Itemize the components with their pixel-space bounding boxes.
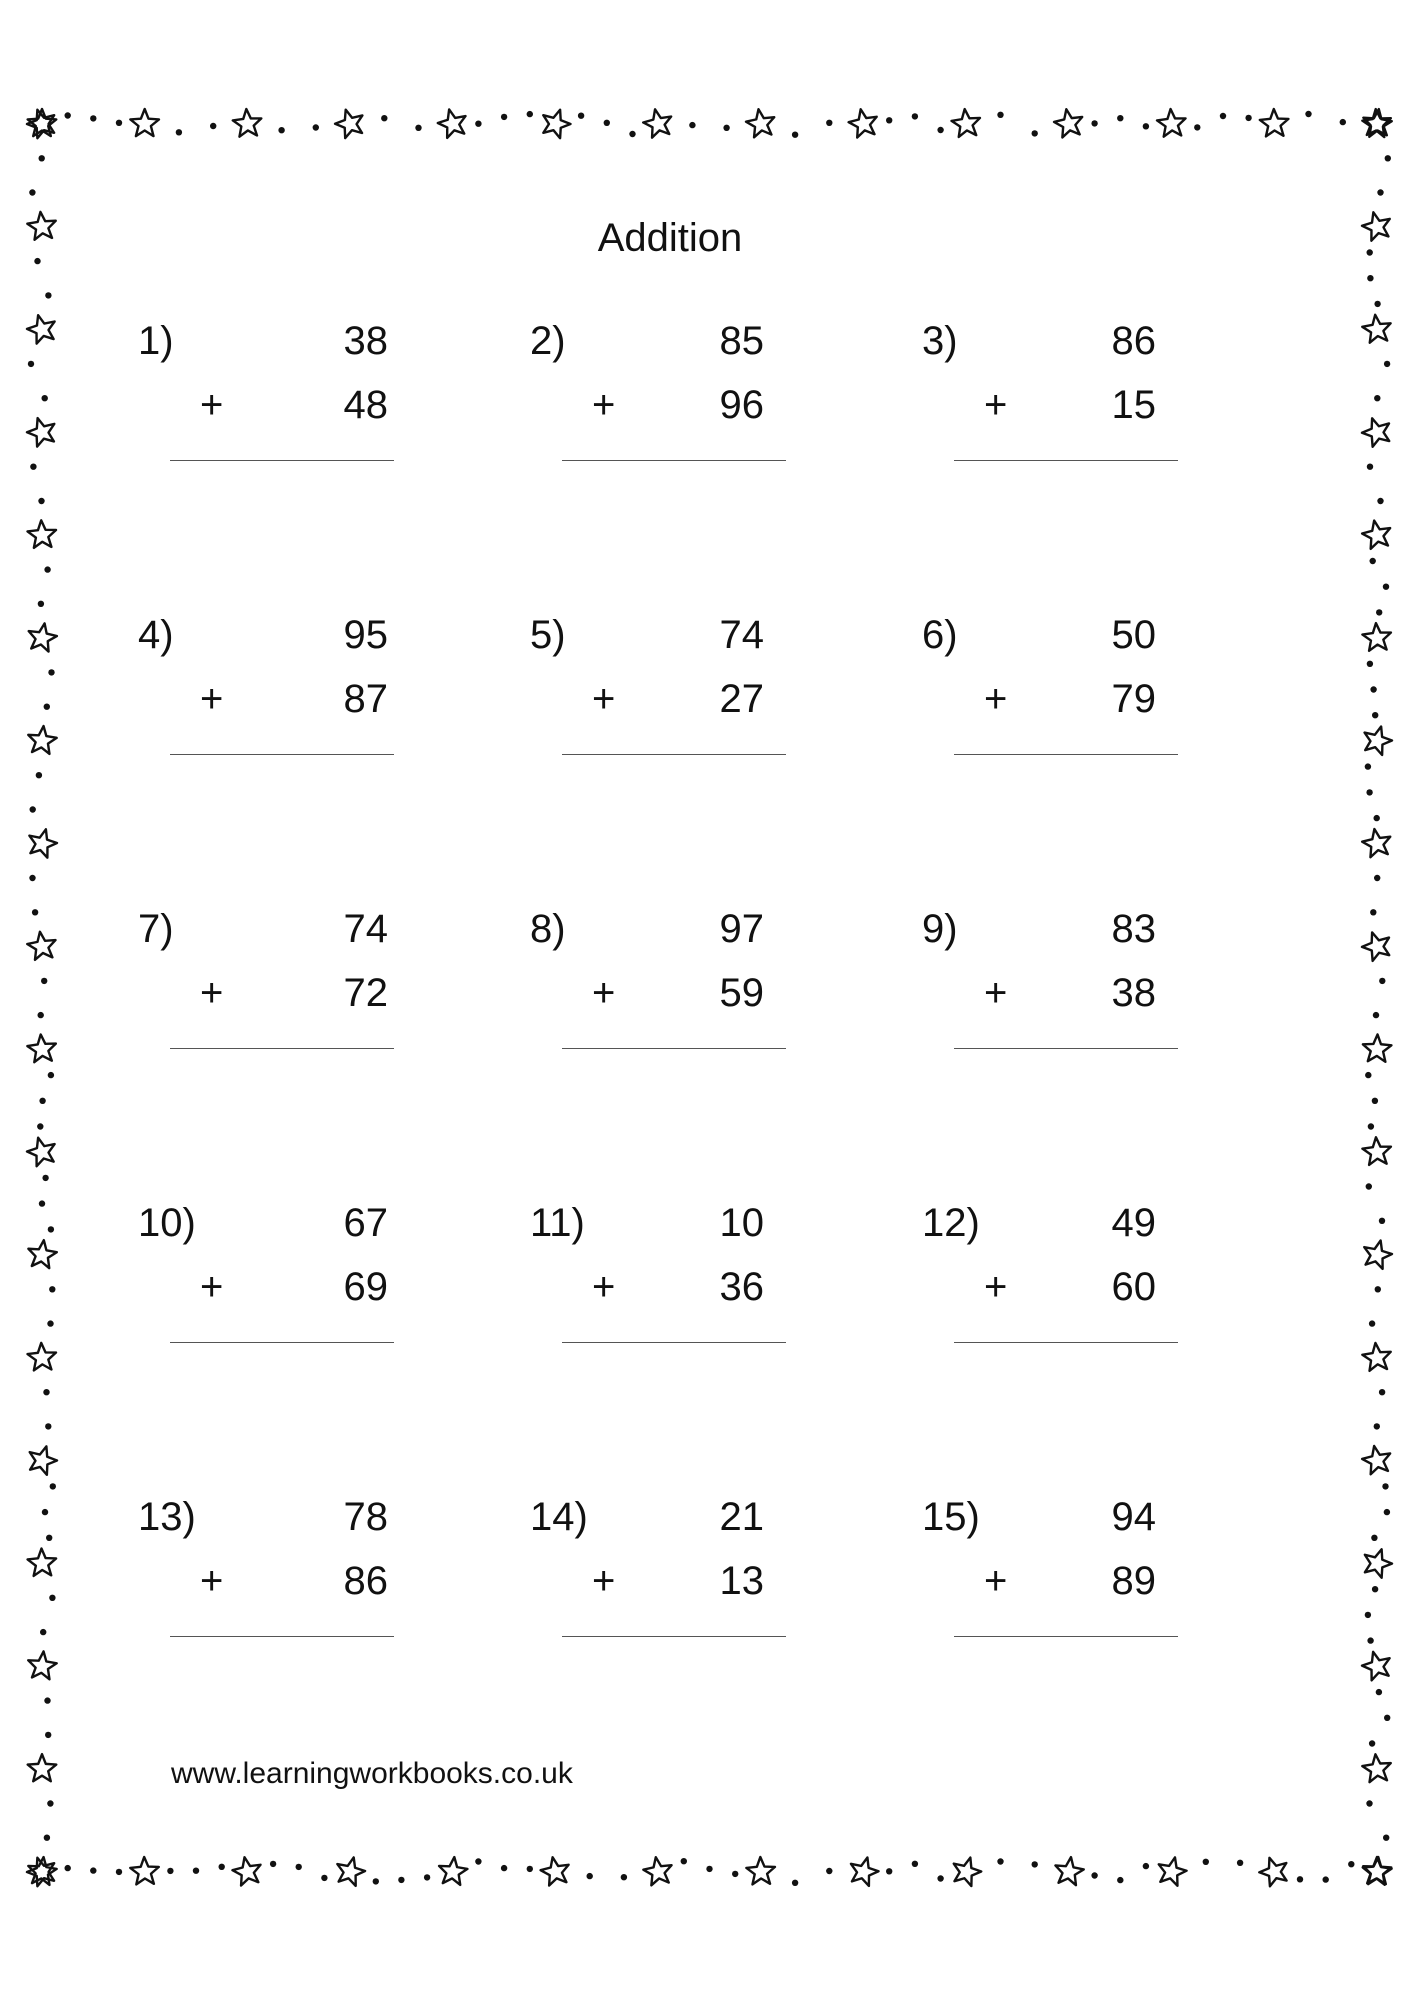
- border-dot: [50, 1483, 56, 1489]
- border-dot: [37, 1123, 43, 1129]
- border-star-icon: [26, 930, 58, 961]
- border-dot: [501, 1865, 507, 1871]
- border-star-icon: [1360, 1443, 1393, 1475]
- border-dot: [997, 1858, 1003, 1864]
- border-dot: [792, 1880, 798, 1886]
- border-dot: [1372, 1098, 1378, 1104]
- border-star-icon: [26, 1238, 58, 1268]
- plus-sign: +: [984, 1559, 1008, 1603]
- border-dot: [1371, 1535, 1377, 1541]
- border-star-icon: [744, 107, 776, 138]
- bottom-addend: 69: [343, 1265, 388, 1309]
- border-star-icon: [28, 1754, 57, 1781]
- border-dot: [912, 1861, 918, 1867]
- border-dot: [29, 189, 35, 195]
- problem-14: [530, 1492, 890, 1692]
- border-dot: [527, 111, 533, 117]
- border-dot: [1376, 1689, 1382, 1695]
- border-dot: [44, 1697, 50, 1703]
- border-dot: [1384, 1715, 1390, 1721]
- bottom-addend: 60: [1111, 1265, 1156, 1309]
- border-dot: [47, 1320, 53, 1326]
- border-star-icon: [1256, 1853, 1292, 1888]
- border-dot: [475, 121, 481, 127]
- border-dot: [1297, 1876, 1303, 1882]
- border-star-icon: [847, 1854, 882, 1888]
- border-dot: [43, 1389, 49, 1395]
- border-dot: [1203, 1859, 1209, 1865]
- top-addend: 67: [343, 1201, 388, 1245]
- top-addend: 94: [1111, 1495, 1156, 1539]
- top-addend: 21: [719, 1495, 764, 1539]
- border-dot: [826, 1868, 832, 1874]
- border-dot: [1379, 1389, 1385, 1395]
- border-dot: [1366, 1183, 1372, 1189]
- border-star-icon: [1359, 414, 1395, 449]
- border-star-icon: [1360, 827, 1393, 859]
- border-dot: [937, 127, 943, 133]
- border-dot: [1369, 1740, 1375, 1746]
- border-star-icon: [26, 1033, 57, 1062]
- border-dot: [1384, 361, 1390, 367]
- plus-sign: +: [592, 677, 616, 721]
- top-addend: 86: [1111, 319, 1156, 363]
- bottom-addend: 15: [1111, 383, 1156, 427]
- border-dot: [219, 1864, 225, 1870]
- border-dot: [48, 1072, 54, 1078]
- border-dot: [1370, 686, 1376, 692]
- border-dot: [1091, 120, 1097, 126]
- plus-sign: +: [200, 971, 224, 1015]
- border-dot: [578, 113, 584, 119]
- border-star-icon: [27, 1548, 57, 1576]
- border-star-icon: [333, 1854, 367, 1887]
- border-dot: [732, 1871, 738, 1877]
- plus-sign: +: [592, 1265, 616, 1309]
- border-star-icon: [1361, 313, 1393, 343]
- border-dot: [116, 120, 122, 126]
- border-dot: [48, 669, 54, 675]
- page-title: Addition: [597, 216, 743, 260]
- border-star-icon: [847, 107, 880, 139]
- plus-sign: +: [200, 383, 224, 427]
- border-dot: [1367, 661, 1373, 667]
- border-dot: [1348, 1861, 1354, 1867]
- bottom-addend: 38: [1111, 971, 1156, 1015]
- border-star-icon: [1361, 1341, 1392, 1371]
- bottom-addend: 96: [719, 383, 764, 427]
- problem-number: 7): [138, 907, 174, 951]
- border-dot: [65, 112, 71, 118]
- border-dot: [40, 1629, 46, 1635]
- border-star-icon: [539, 1855, 572, 1887]
- border-dot: [44, 1835, 50, 1841]
- border-dot: [38, 498, 44, 504]
- border-dot: [398, 1877, 404, 1883]
- border-dot: [32, 909, 38, 915]
- border-dot: [826, 120, 832, 126]
- plus-sign: +: [592, 971, 616, 1015]
- border-star-icon: [230, 1855, 263, 1887]
- border-dot: [1384, 1509, 1390, 1515]
- problem-10: [138, 1198, 498, 1398]
- top-addend: 38: [343, 319, 388, 363]
- border-star-icon: [24, 1134, 59, 1168]
- border-dot: [681, 1858, 687, 1864]
- border-star-icon: [538, 105, 574, 140]
- bottom-addend: 89: [1111, 1559, 1156, 1603]
- border-dot: [1245, 115, 1251, 121]
- problem-number: 12): [922, 1201, 980, 1245]
- problem-6: [922, 610, 1282, 810]
- border-star-icon: [746, 1857, 776, 1885]
- problem-number: 1): [138, 319, 174, 363]
- border-star-icon: [130, 109, 159, 136]
- border-dot: [997, 112, 1003, 118]
- border-star-icon: [1362, 1136, 1392, 1165]
- border-dot: [1340, 119, 1346, 125]
- border-dot: [193, 1868, 199, 1874]
- border-star-icon: [1360, 1545, 1396, 1580]
- border-dot: [270, 1861, 276, 1867]
- border-dot: [1377, 189, 1383, 195]
- answer-line: [954, 1636, 1178, 1637]
- border-dot: [313, 124, 319, 130]
- top-addend: 78: [343, 1495, 388, 1539]
- border-star-icon: [949, 1854, 984, 1888]
- border-star-icon: [1359, 209, 1393, 242]
- border-star-icon: [1359, 1648, 1394, 1682]
- border-star-icon: [27, 1650, 58, 1680]
- border-dot: [46, 1535, 52, 1541]
- border-star-icon: [642, 1855, 674, 1886]
- top-addend: 74: [343, 907, 388, 951]
- border-star-icon: [1053, 1855, 1085, 1886]
- border-dot: [1091, 1872, 1097, 1878]
- border-star-icon: [950, 108, 981, 138]
- border-dot: [176, 129, 182, 135]
- border-star-icon: [25, 826, 60, 860]
- border-star-icon: [437, 1856, 468, 1886]
- border-star-icon: [1362, 622, 1392, 651]
- border-dot: [1365, 763, 1371, 769]
- border-dot: [1117, 1877, 1123, 1883]
- problem-number: 3): [922, 319, 958, 363]
- problem-number: 14): [530, 1495, 588, 1539]
- border-dot: [296, 1864, 302, 1870]
- plus-sign: +: [984, 383, 1008, 427]
- border-dot: [1374, 815, 1380, 821]
- top-addend: 49: [1111, 1201, 1156, 1245]
- border-star-icon: [27, 520, 57, 549]
- problem-15: [922, 1492, 1282, 1692]
- border-dot: [45, 1732, 51, 1738]
- border-dot: [587, 1873, 593, 1879]
- border-dot: [886, 1868, 892, 1874]
- border-dot: [41, 978, 47, 984]
- border-dot: [1377, 498, 1383, 504]
- border-dot: [1366, 789, 1372, 795]
- border-dot: [1375, 1286, 1381, 1292]
- problem-8: [530, 904, 890, 1104]
- answer-line: [954, 754, 1178, 755]
- border-dot: [621, 1874, 627, 1880]
- border-dot: [1368, 1123, 1374, 1129]
- border-star-icon: [1362, 1856, 1393, 1885]
- bottom-addend: 86: [343, 1559, 388, 1603]
- border-star-icon: [1259, 109, 1289, 137]
- border-dot: [1305, 111, 1311, 117]
- border-dot: [1369, 1320, 1375, 1326]
- border-dot: [1367, 249, 1373, 255]
- border-star-icon: [1360, 1237, 1394, 1270]
- plus-sign: +: [592, 1559, 616, 1603]
- border-dot: [604, 120, 610, 126]
- border-dot: [1143, 123, 1149, 129]
- answer-line: [954, 460, 1178, 461]
- bottom-addend: 79: [1111, 677, 1156, 721]
- border-dot: [1383, 1835, 1389, 1841]
- border-dot: [47, 1800, 53, 1806]
- border-dot: [30, 806, 36, 812]
- border-star-icon: [130, 1857, 160, 1885]
- border-star-icon: [1155, 1854, 1189, 1887]
- border-star-icon: [1360, 518, 1393, 550]
- answer-line: [562, 1342, 786, 1343]
- answer-line: [562, 1636, 786, 1637]
- border-dot: [1323, 1876, 1329, 1882]
- problem-11: [530, 1198, 890, 1398]
- border-dot: [424, 1874, 430, 1880]
- plus-sign: +: [200, 1265, 224, 1309]
- border-dot: [278, 127, 284, 133]
- problem-3: [922, 316, 1282, 516]
- border-dot: [45, 1423, 51, 1429]
- problem-9: [922, 904, 1282, 1104]
- border-dot: [1376, 609, 1382, 615]
- border-star-icon: [641, 106, 675, 138]
- plus-sign: +: [984, 971, 1008, 1015]
- border-dot: [475, 1858, 481, 1864]
- border-dot: [1373, 1012, 1379, 1018]
- border-dot: [1382, 1483, 1388, 1489]
- border-dot: [42, 1509, 48, 1515]
- border-dot: [886, 117, 892, 123]
- border-dot: [49, 1595, 55, 1601]
- bottom-addend: 36: [719, 1265, 764, 1309]
- border-dot: [1374, 1423, 1380, 1429]
- border-star-icon: [27, 1342, 57, 1371]
- border-dot: [689, 122, 695, 128]
- border-dot: [116, 1869, 122, 1875]
- border-dot: [90, 1867, 96, 1873]
- border-dot: [629, 131, 635, 137]
- footer-url: www.learningworkbooks.co.uk: [171, 1757, 573, 1790]
- border-dot: [1366, 1800, 1372, 1806]
- border-dot: [706, 1866, 712, 1872]
- border-dot: [1367, 1637, 1373, 1643]
- border-dot: [912, 113, 918, 119]
- border-dot: [1372, 712, 1378, 718]
- border-dot: [1117, 115, 1123, 121]
- border-dot: [937, 1875, 943, 1881]
- border-star-icon: [25, 1442, 60, 1476]
- border-dot: [723, 125, 729, 131]
- border-dot: [210, 123, 216, 129]
- border-dot: [49, 1286, 55, 1292]
- border-dot: [1374, 875, 1380, 881]
- problem-number: 2): [530, 319, 566, 363]
- border-dot: [42, 395, 48, 401]
- border-dot: [415, 125, 421, 131]
- answer-line: [562, 460, 786, 461]
- border-star-icon: [1361, 1753, 1392, 1783]
- answer-line: [170, 1048, 394, 1049]
- plus-sign: +: [200, 677, 224, 721]
- border-dot: [48, 1226, 54, 1232]
- top-addend: 95: [343, 613, 388, 657]
- problem-13: [138, 1492, 498, 1692]
- border-dot: [1365, 1072, 1371, 1078]
- border-dot: [1365, 1612, 1371, 1618]
- border-star-icon: [27, 725, 58, 755]
- problem-number: 4): [138, 613, 174, 657]
- border-dot: [39, 1098, 45, 1104]
- top-addend: 85: [719, 319, 764, 363]
- border-dot: [45, 292, 51, 298]
- problem-number: 5): [530, 613, 566, 657]
- border-dot: [65, 1865, 71, 1871]
- problem-1: [138, 316, 498, 516]
- border-star-icon: [1052, 107, 1085, 139]
- border-dot: [1374, 395, 1380, 401]
- border-dot: [321, 1875, 327, 1881]
- border-star-icon: [332, 105, 367, 139]
- border-star-icon: [1156, 108, 1186, 137]
- answer-line: [562, 754, 786, 755]
- border-dot: [1032, 130, 1038, 136]
- border-dot: [38, 601, 44, 607]
- border-star-icon: [1361, 108, 1392, 137]
- border-dot: [30, 464, 36, 470]
- border-dot: [1383, 584, 1389, 590]
- problem-4: [138, 610, 498, 810]
- border-dot: [1237, 1860, 1243, 1866]
- border-dot: [501, 114, 507, 120]
- top-addend: 83: [1111, 907, 1156, 951]
- bottom-addend: 13: [719, 1559, 764, 1603]
- border-dot: [1367, 275, 1373, 281]
- problem-number: 10): [138, 1201, 196, 1245]
- problem-2: [530, 316, 890, 516]
- border-dot: [792, 132, 798, 138]
- top-addend: 97: [719, 907, 764, 951]
- plus-sign: +: [984, 677, 1008, 721]
- border-star-icon: [24, 311, 59, 345]
- bottom-addend: 72: [343, 971, 388, 1015]
- border-dot: [527, 1866, 533, 1872]
- border-star-icon: [232, 108, 262, 137]
- border-dot: [36, 772, 42, 778]
- problem-number: 15): [922, 1495, 980, 1539]
- border-dot: [28, 361, 34, 367]
- border-dot: [1372, 1586, 1378, 1592]
- answer-line: [170, 460, 394, 461]
- plus-sign: +: [984, 1265, 1008, 1309]
- answer-line: [170, 1342, 394, 1343]
- bottom-addend: 87: [343, 677, 388, 721]
- border-dot: [1385, 155, 1391, 161]
- answer-line: [954, 1048, 1178, 1049]
- bottom-addend: 48: [343, 383, 388, 427]
- border-star-icon: [26, 621, 59, 653]
- border-dot: [1143, 1863, 1149, 1869]
- problem-number: 6): [922, 613, 958, 657]
- border-star-icon: [435, 106, 469, 139]
- border-dot: [1367, 464, 1373, 470]
- border-star-icon: [1362, 1034, 1392, 1062]
- problem-12: [922, 1198, 1282, 1398]
- problem-number: 11): [530, 1201, 585, 1245]
- border-dot: [373, 1878, 379, 1884]
- border-dot: [1379, 1218, 1385, 1224]
- border-star-icon: [1359, 928, 1395, 963]
- border-dot: [1370, 558, 1376, 564]
- plus-sign: +: [592, 383, 616, 427]
- problem-number: 9): [922, 907, 958, 951]
- border-dot: [1379, 978, 1385, 984]
- problem-number: 8): [530, 907, 566, 951]
- answer-line: [170, 1636, 394, 1637]
- border-star-icon: [24, 414, 59, 448]
- border-dot: [44, 704, 50, 710]
- border-dot: [42, 1175, 48, 1181]
- answer-line: [170, 754, 394, 755]
- border-dot: [167, 1868, 173, 1874]
- plus-sign: +: [200, 1559, 224, 1603]
- border-dot: [44, 566, 50, 572]
- border-dot: [1032, 1861, 1038, 1867]
- border-dot: [38, 1012, 44, 1018]
- problem-7: [138, 904, 498, 1104]
- border-dot: [29, 875, 35, 881]
- border-dot: [90, 115, 96, 121]
- top-addend: 10: [719, 1201, 764, 1245]
- border-dot: [1374, 301, 1380, 307]
- answer-line: [562, 1048, 786, 1049]
- problem-5: [530, 610, 890, 810]
- answer-line: [954, 1342, 1178, 1343]
- top-addend: 50: [1111, 613, 1156, 657]
- border-dot: [381, 115, 387, 121]
- bottom-addend: 27: [719, 677, 764, 721]
- border-star-icon: [1360, 723, 1395, 757]
- top-addend: 74: [719, 613, 764, 657]
- border-dot: [1220, 113, 1226, 119]
- border-dot: [1194, 124, 1200, 130]
- bottom-addend: 59: [719, 971, 764, 1015]
- border-dot: [39, 1200, 45, 1206]
- border-dot: [1370, 909, 1376, 915]
- problem-number: 13): [138, 1495, 196, 1539]
- border-dot: [39, 155, 45, 161]
